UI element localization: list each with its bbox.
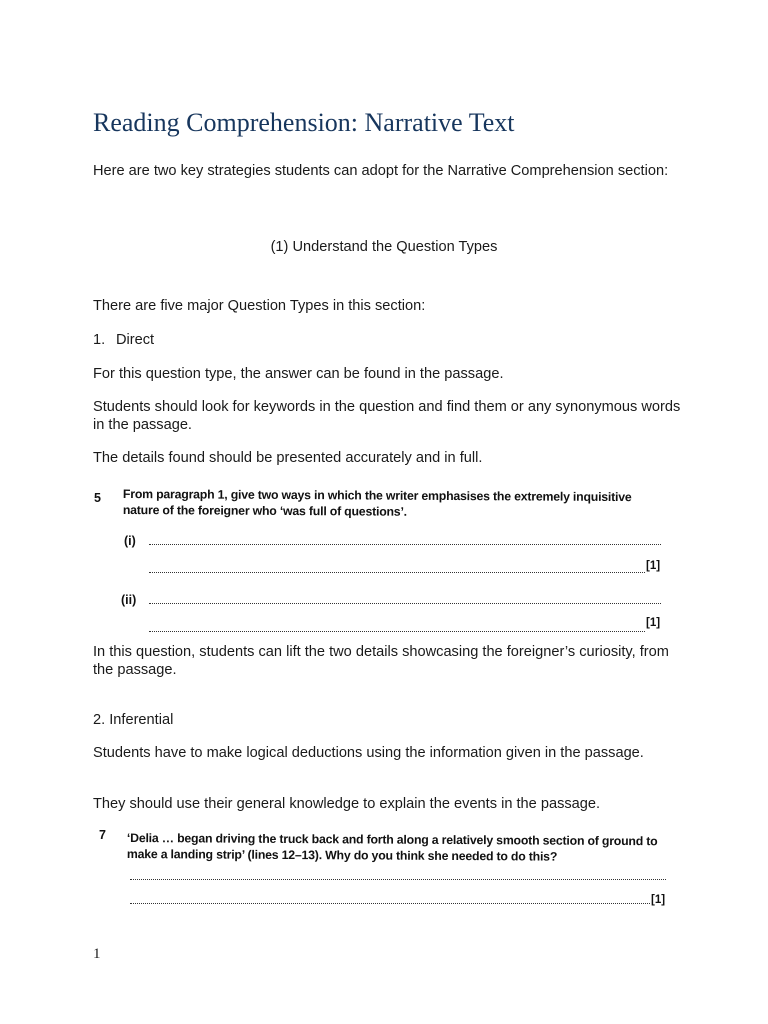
question-text-emphasis: two [257,487,279,502]
example-question-5 [94,486,674,636]
question-text [123,486,671,521]
types-intro-paragraph: There are five major Question Types in this section: [93,298,426,314]
inferential-paragraph-1: Students have to make logical deductions using the information given in the passage. [93,745,644,761]
answer-line [130,879,666,880]
direct-paragraph-2: Students should look for keywords in the question and find them or any synonymous words in the passage. [93,399,681,433]
question-type-2-heading: 2. Inferential [93,712,174,728]
page-title: Reading Comprehension: Narrative Text [93,108,515,137]
inferential-paragraph-2: They should use their general knowledge to explain the events in the passage. [93,796,601,812]
question-number: 5 [94,491,101,505]
question-text-part: ways in which the writer emphasises the extremely inquisitive nature of the foreigner who ‘was full of questions’. [122,487,632,519]
answer-line [149,603,661,604]
intro-paragraph: Here are two key strategies students can adopt for the Narrative Comprehension section: [93,163,669,179]
direct-paragraph-3: The details found should be presented accurately and in full. [93,450,483,466]
mark-allocation: [1] [651,894,666,906]
question-text: ‘Delia … began driving the truck back and forth along a relatively smooth section of ground to make a landing strip’ (lines 12–13). Why do you think she needed to do this? [126,831,658,864]
question-number: 7 [99,828,106,842]
list-number: 1. [93,332,106,348]
mark-allocation: [1] [646,617,661,629]
mark-allocation: [1] [646,560,661,572]
example-question-7 [94,828,674,913]
answer-line [149,631,645,632]
answer-line [149,544,661,545]
question-type-1-heading [93,331,683,349]
question-text-part: From paragraph 1, give [122,486,258,502]
page-number: 1 [93,946,101,962]
direct-paragraph-1: For this question type, the answer can be found in the passage. [93,366,504,382]
answer-label-i: (i) [124,534,136,548]
list-label: Direct [116,332,155,348]
answer-label-ii: (ii) [121,593,137,607]
direct-followup-paragraph: In this question, students can lift the two details showcasing the foreigner’s curiosity, from the passage. [93,644,669,678]
strategy-heading: (1) Understand the Question Types [270,239,498,255]
answer-line [149,572,645,573]
answer-line [130,903,650,904]
